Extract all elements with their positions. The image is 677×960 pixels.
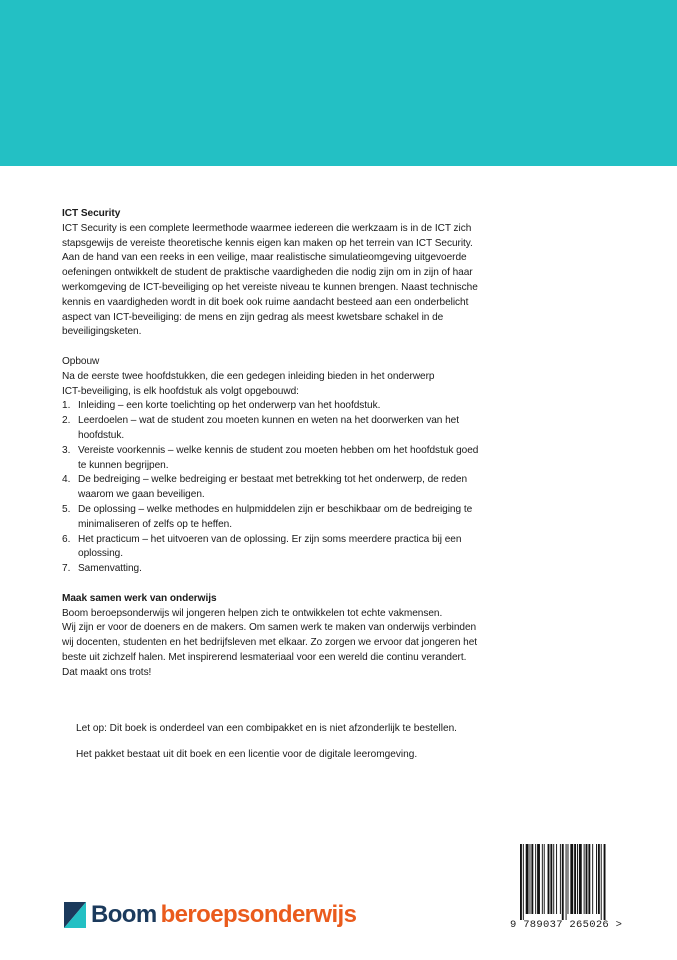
isbn-barcode	[510, 844, 640, 934]
step-number: 6.	[62, 533, 71, 545]
step-number: 3.	[62, 444, 71, 456]
combipakket-note	[76, 711, 556, 772]
logo-text-boom: Boom	[91, 901, 157, 928]
barcode-bar	[577, 844, 578, 914]
boom-beroepsonderwijs-logo	[64, 901, 356, 929]
barcode-bar	[579, 844, 582, 914]
note-line: Let op: Dit boek is onderdeel van een combipakket en is niet afzonderlijk te bestellen.	[76, 723, 457, 735]
intro-line: werkomgeving de ICT-beveiliging op het vereiste niveau te kunnen brengen. Naast technische	[62, 281, 478, 293]
step-text-line: hoofdstuk.	[78, 429, 125, 441]
intro-line: aspect van ICT-beveiliging: de mens en zijn gedrag als meest kwetsbare schakel in de	[62, 311, 444, 323]
barcode-bar	[531, 844, 533, 914]
chapter-structure-list	[62, 399, 532, 577]
chapter-structure-item	[62, 414, 532, 444]
chapter-structure-item	[62, 503, 532, 533]
step-text-line: Samenvatting.	[78, 563, 142, 575]
step-text-line: waarom we gaan beveiligen.	[78, 489, 205, 501]
isbn-digits: 9 789037 265026 >	[510, 919, 623, 931]
barcode-bar	[598, 844, 600, 914]
barcode-bar	[544, 844, 545, 914]
samen-body	[62, 607, 532, 681]
barcode-bar	[550, 844, 552, 914]
step-text-line: De oplossing – welke methodes en hulpmiddelen zijn er beschikbaar om de bedreiging te	[78, 503, 473, 515]
barcode-bar	[586, 844, 588, 914]
opbouw-section	[62, 355, 532, 577]
samen-line: Wij zijn er voor de doeners en de makers. Om samen werk te maken van onderwijs verbinden	[62, 622, 477, 634]
samen-title: Maak samen werk van onderwijs	[62, 592, 217, 604]
opbouw-intro-line: ICT-beveiliging, is elk hoofdstuk als volgt opgebouwd:	[62, 385, 299, 397]
barcode-bar	[520, 844, 522, 920]
barcode-bar	[596, 844, 597, 914]
barcode-bar	[526, 844, 529, 914]
barcode-bar	[601, 844, 602, 920]
step-number: 2.	[62, 415, 71, 427]
chapter-structure-item	[62, 473, 532, 503]
intro-line: Aan de hand van een reeks in een veilige, maar realistische simulatieomgeving uitgevoerde	[62, 252, 467, 264]
opbouw-intro-line: Na de eerste twee hoofdstukken, die een gedegen inleiding bieden in het onderwerp	[62, 370, 435, 382]
logo-text-beroepsonderwijs: beroepsonderwijs	[160, 901, 357, 928]
back-cover-text	[62, 207, 532, 681]
chapter-structure-item	[62, 533, 532, 563]
intro-line: ICT Security is een complete leermethode waarmee iedereen die werkzaam is in de ICT zich	[62, 222, 472, 234]
step-text-line: De bedreiging – welke bedreiging er bestaat met betrekking tot het onderwerp, de reden	[78, 474, 468, 486]
samen-line: Boom beroepsonderwijs wil jongeren helpen zich te ontwikkelen tot echte vakmensen.	[62, 607, 443, 619]
barcode-bar	[548, 844, 550, 914]
barcode-bar	[570, 844, 573, 914]
chapter-structure-item	[62, 444, 532, 474]
intro-body	[62, 222, 532, 340]
intro-title: ICT Security	[62, 208, 121, 219]
step-text-line: minimaliseren of zelfs op te heffen.	[78, 518, 232, 530]
intro-line: oefeningen ontwikkelt de student de praktische vaardigheden die nodig zijn om in zijn of haar	[62, 267, 473, 279]
chapter-structure-item	[62, 562, 532, 577]
intro-line: beveiligingsketen.	[62, 326, 142, 338]
samen-line: beste uit zichzelf halen. Met inspirerend lesmateriaal voor een wereld die continu verandert.	[62, 651, 467, 663]
barcode-bar	[530, 844, 531, 914]
step-text-line: Het practicum – het uitvoeren van de oplossing. Er zijn soms meerdere practica bij een	[78, 533, 462, 545]
opbouw-intro	[62, 370, 532, 400]
barcode-bar	[566, 844, 567, 920]
barcode-bar	[588, 844, 590, 914]
barcode-bar	[560, 844, 561, 914]
samen-section	[62, 592, 532, 681]
step-text-line: oplossing.	[78, 548, 123, 560]
top-color-band	[0, 0, 677, 166]
barcode-icon	[510, 844, 640, 920]
barcode-bar	[604, 844, 606, 920]
barcode-bar	[553, 844, 554, 914]
step-text-line: Leerdoelen – wat de student zou moeten kunnen en weten na het doorwerken van het	[78, 415, 459, 427]
step-number: 5.	[62, 503, 71, 515]
samen-line: Dat maakt ons trots!	[62, 666, 152, 678]
barcode-bar	[562, 844, 564, 920]
barcode-bar	[537, 844, 540, 914]
barcode-bar	[568, 844, 569, 914]
opbouw-title: Opbouw	[62, 355, 100, 367]
step-text-line: Inleiding – een korte toelichting op het onderwerp van het hoofdstuk.	[78, 400, 381, 412]
intro-line: kennis en vaardigheden wordt in dit boek ook ruime aandacht besteed aan een onderbelicht	[62, 296, 469, 308]
step-text-line: te kunnen begrijpen.	[78, 459, 169, 471]
barcode-bar	[523, 844, 524, 920]
step-text-line: Vereiste voorkennis – welke kennis de student zou moeten hebben om het hoofdstuk goed	[78, 444, 479, 456]
step-number: 4.	[62, 474, 71, 486]
barcode-bar	[542, 844, 543, 914]
barcode-bar	[556, 844, 557, 914]
barcode-bar	[592, 844, 593, 914]
note-line: Het pakket bestaat uit dit boek en een licentie voor de digitale leeromgeving.	[76, 748, 418, 760]
boom-logo-mark-icon	[64, 902, 86, 928]
step-number: 1.	[62, 400, 71, 412]
barcode-bar	[535, 844, 536, 914]
intro-line: stapsgewijs de vereiste theoretische kennis eigen kan maken op het terrein van ICT Security.	[62, 237, 473, 249]
barcode-bar	[574, 844, 576, 914]
barcode-bar	[584, 844, 585, 914]
step-number: 7.	[62, 563, 71, 575]
samen-line: wij docenten, studenten en het bedrijfsleven met elkaar. Zo zorgen we ervoor dat jongeren het	[62, 637, 478, 649]
chapter-structure-item	[62, 399, 532, 414]
intro-section	[62, 207, 532, 340]
